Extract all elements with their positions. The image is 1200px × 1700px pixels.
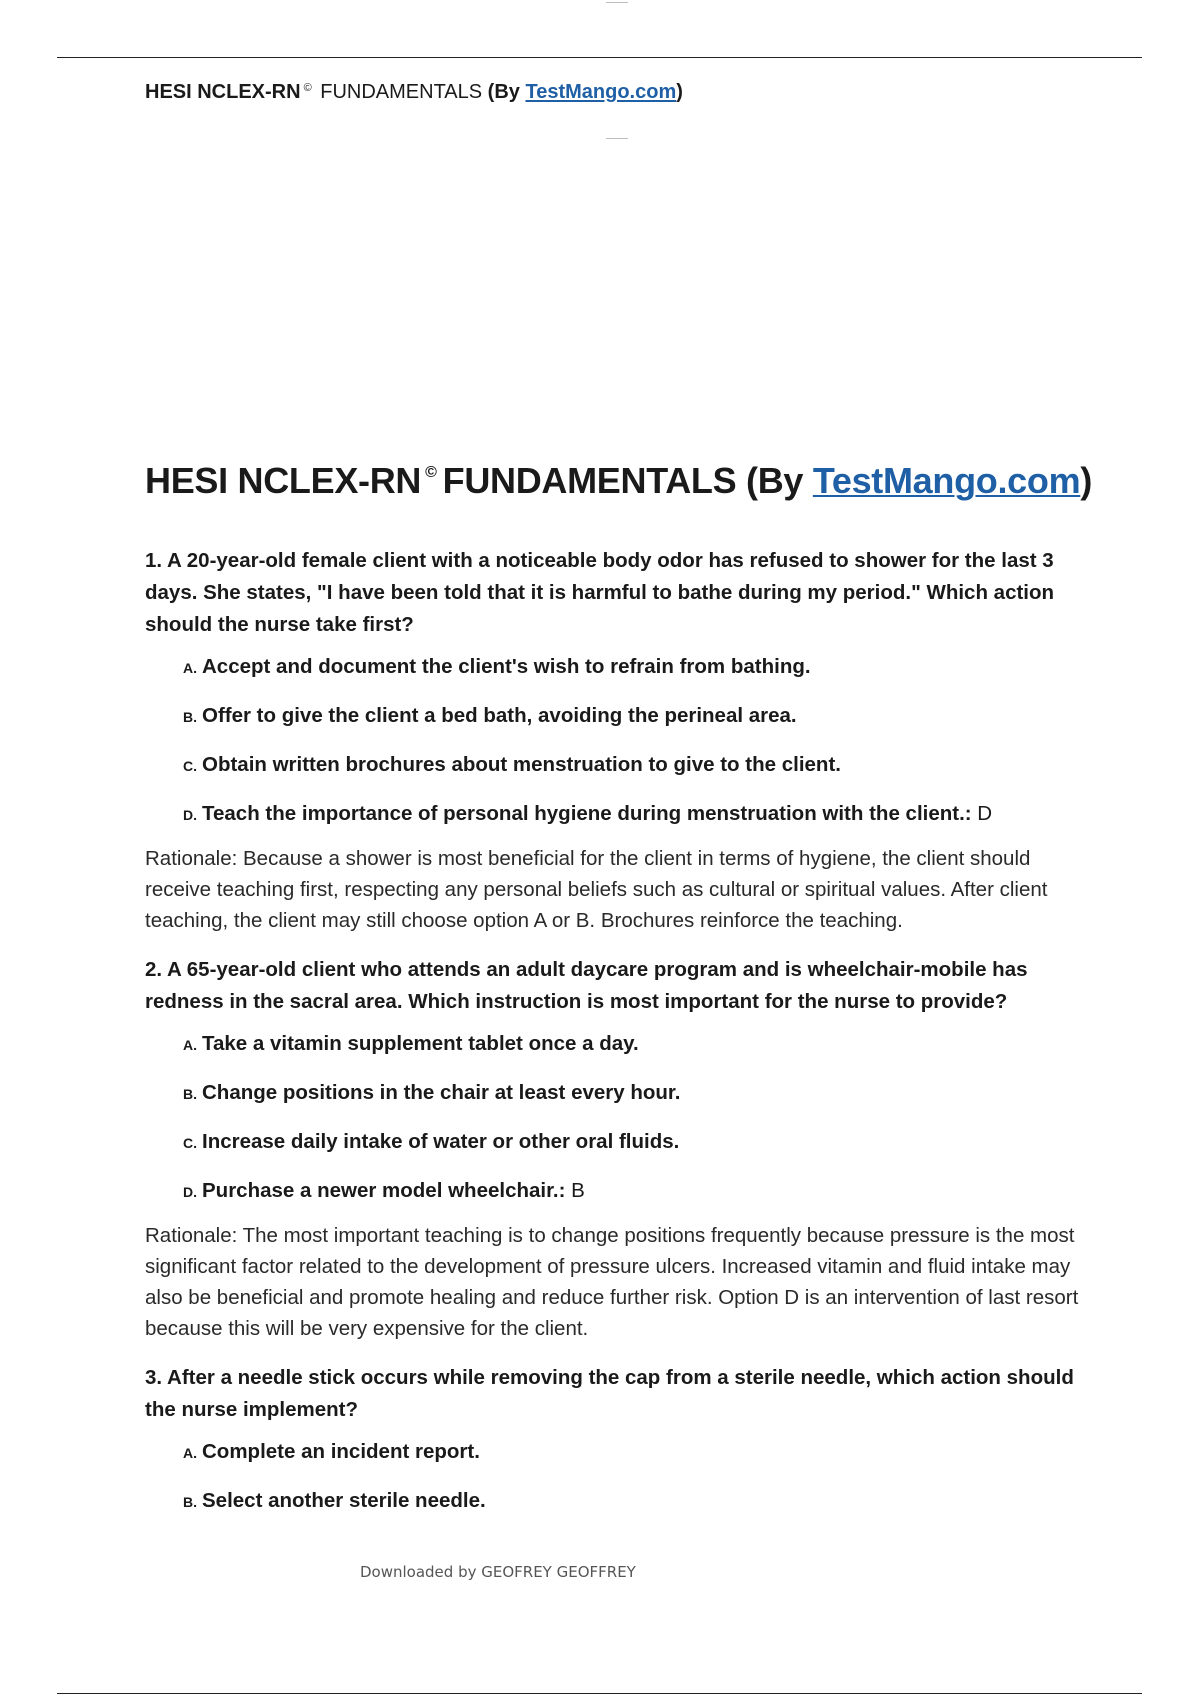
option-b (183, 1487, 1095, 1516)
option-list (145, 1438, 1095, 1516)
answer-key: B (565, 1179, 585, 1202)
title-link[interactable]: TestMango.com (812, 460, 1081, 501)
page-marker-top (606, 2, 628, 3)
option-letter: D. (183, 807, 197, 823)
question-block-2 (145, 954, 1095, 1344)
title-copyright: © (425, 464, 437, 481)
header-by: (By (487, 81, 526, 103)
option-text: Change positions in the chair at least every hour. (202, 1081, 681, 1104)
question-text: 3. After a needle stick occurs while removing the cap from a sterile needle, which action should the nurse implement? (145, 1366, 1074, 1421)
header-prefix: HESI NCLEX-RN (145, 81, 301, 103)
option-letter: A. (183, 1445, 197, 1461)
option-text: Teach the importance of personal hygiene during menstruation with the client.: (202, 802, 972, 825)
option-text: Offer to give the client a bed bath, avoiding the perineal area. (202, 704, 797, 727)
option-d (183, 1177, 1095, 1206)
rationale-text: Rationale: The most important teaching is to change positions frequently because pressure is the most significant factor related to the development of pressure ulcers. Increased vitamin and fluid intake may also be beneficial and promote healing and reduce further risk. Option D is an intervention of last resort because this will be very expensive for the client. (145, 1224, 1079, 1340)
header-copyright: © (303, 82, 312, 94)
question-text: 2. A 65-year-old client who attends an adult daycare program and is wheelchair-mobile has redness in the sacral area. Which instruction is most important for the nurse to provide? (145, 958, 1028, 1013)
option-text: Select another sterile needle. (202, 1489, 486, 1512)
answer-key: D (971, 802, 993, 825)
option-text: Increase daily intake of water or other oral fluids. (202, 1130, 680, 1153)
option-letter: C. (183, 758, 197, 774)
header-link[interactable]: TestMango.com (525, 81, 677, 103)
running-header (145, 75, 683, 105)
download-note: Downloaded by GEOFREY GEOFFREY (360, 1563, 636, 1581)
title-close: ) (1080, 460, 1093, 501)
question-list (145, 545, 1095, 1536)
footer-rule (57, 1693, 1142, 1694)
question-block-3 (145, 1362, 1095, 1516)
option-text: Purchase a newer model wheelchair.: (202, 1179, 566, 1202)
question-text: 1. A 20-year-old female client with a noticeable body odor has refused to shower for the last 3 days. She states, "I have been told that it is harmful to bathe during my period." Which action should the nurse take first? (145, 549, 1055, 636)
option-b (183, 1079, 1095, 1108)
option-b (183, 702, 1095, 731)
option-letter: A. (183, 1037, 197, 1053)
option-text: Complete an incident report. (202, 1440, 480, 1463)
title-prefix: HESI NCLEX-RN (145, 460, 422, 501)
option-text: Obtain written brochures about menstruation to give to the client. (202, 753, 841, 776)
option-c (183, 1128, 1095, 1157)
option-text: Take a vitamin supplement tablet once a day. (202, 1032, 639, 1055)
option-letter: B. (183, 709, 197, 725)
option-letter: B. (183, 1086, 197, 1102)
page-marker-mid (606, 138, 628, 139)
question-block-1 (145, 545, 1095, 936)
option-list (145, 653, 1095, 829)
option-text: Accept and document the client's wish to refrain from bathing. (202, 655, 811, 678)
option-d (183, 800, 1095, 829)
header-middle: FUNDAMENTALS (314, 81, 488, 103)
option-a (183, 1438, 1095, 1467)
document-title (145, 450, 1092, 504)
title-middle: FUNDAMENTALS (By (442, 460, 813, 501)
option-list (145, 1030, 1095, 1206)
header-rule (57, 57, 1142, 58)
header-close: ) (676, 81, 683, 103)
option-c (183, 751, 1095, 780)
rationale-text: Rationale: Because a shower is most beneficial for the client in terms of hygiene, the client should receive teaching first, respecting any personal beliefs such as cultural or spiritual values. After client teaching, the client may still choose option A or B. Brochures reinforce the teaching. (145, 847, 1048, 932)
option-letter: A. (183, 660, 197, 676)
option-a (183, 653, 1095, 682)
option-letter: C. (183, 1135, 197, 1151)
option-letter: B. (183, 1494, 197, 1510)
option-a (183, 1030, 1095, 1059)
option-letter: D. (183, 1184, 197, 1200)
